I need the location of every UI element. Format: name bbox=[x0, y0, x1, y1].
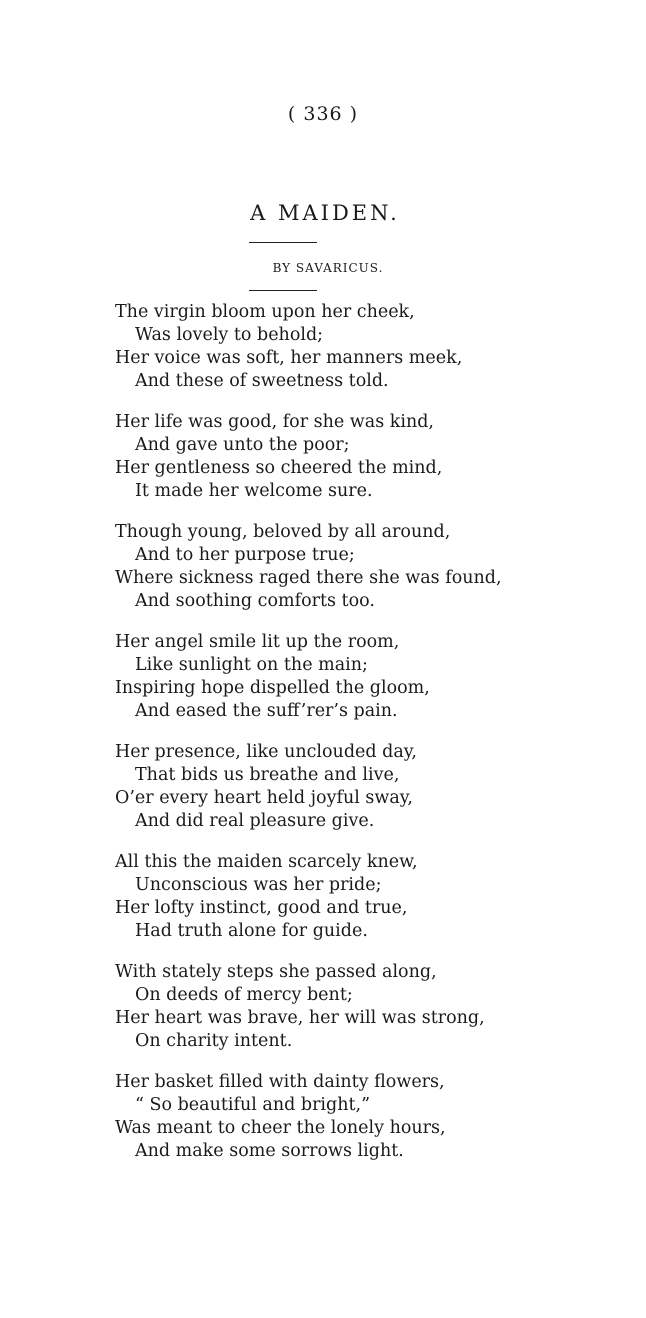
title-rule-bottom bbox=[249, 290, 317, 291]
poem-line: Was lovely to behold; bbox=[135, 325, 324, 345]
poem-line: Her lofty instinct, good and true, bbox=[115, 898, 408, 918]
poem-line: And gave unto the poor; bbox=[135, 435, 350, 455]
stanza bbox=[115, 631, 535, 723]
poem-line: Where sickness raged there she was found, bbox=[115, 568, 502, 588]
poem-line: On charity intent. bbox=[135, 1031, 293, 1051]
poem-line: And soothing comforts too. bbox=[135, 591, 375, 611]
stanza bbox=[115, 1071, 535, 1163]
stanza bbox=[115, 741, 535, 833]
poem-line: And to her purpose true; bbox=[135, 545, 355, 565]
poem-line: Inspiring hope dispelled the gloom, bbox=[115, 678, 430, 698]
poem-line: Unconscious was her pride; bbox=[135, 875, 382, 895]
page-number: ( 336 ) bbox=[287, 103, 359, 125]
poem-line: Had truth alone for guide. bbox=[135, 921, 368, 941]
poem-line: O’er every heart held joyful sway, bbox=[115, 788, 413, 808]
poem-line: Her basket filled with dainty flowers, bbox=[115, 1072, 445, 1092]
poem-line: All this the maiden scarcely knew, bbox=[115, 852, 418, 872]
poem-line: Her voice was soft, her manners meek, bbox=[115, 348, 463, 368]
poem-line: The virgin bloom upon her cheek, bbox=[115, 302, 415, 322]
poem-line: “ So beautiful and bright,” bbox=[135, 1095, 371, 1115]
title-rule-top bbox=[249, 242, 317, 243]
poem-line: Her life was good, for she was kind, bbox=[115, 412, 434, 432]
stanza bbox=[115, 521, 535, 613]
poem-line: On deeds of mercy bent; bbox=[135, 985, 353, 1005]
poem-body bbox=[115, 301, 535, 1181]
poem-line: It made her welcome sure. bbox=[135, 481, 373, 501]
poem-line: Like sunlight on the main; bbox=[135, 655, 368, 675]
stanza bbox=[115, 851, 535, 943]
stanza bbox=[115, 961, 535, 1053]
poem-line: With stately steps she passed along, bbox=[115, 962, 437, 982]
poem-line: Her heart was brave, her will was strong, bbox=[115, 1008, 485, 1028]
poem-line: And did real pleasure give. bbox=[135, 811, 375, 831]
poem-line: Though young, beloved by all around, bbox=[115, 522, 451, 542]
poem-line: Her presence, like unclouded day, bbox=[115, 742, 417, 762]
poem-line: Her gentleness so cheered the mind, bbox=[115, 458, 443, 478]
poem-line: That bids us breathe and live, bbox=[135, 765, 400, 785]
stanza bbox=[115, 301, 535, 393]
poem-line: Was meant to cheer the lonely hours, bbox=[115, 1118, 446, 1138]
poem-line: And eased the suff’rer’s pain. bbox=[135, 701, 398, 721]
poem-line: Her angel smile lit up the room, bbox=[115, 632, 400, 652]
poem-byline: BY SAVARICUS. bbox=[272, 261, 384, 275]
poem-title: A MAIDEN. bbox=[250, 201, 400, 225]
poem-line: And make some sorrows light. bbox=[135, 1141, 404, 1161]
poem-line: And these of sweetness told. bbox=[135, 371, 389, 391]
stanza bbox=[115, 411, 535, 503]
